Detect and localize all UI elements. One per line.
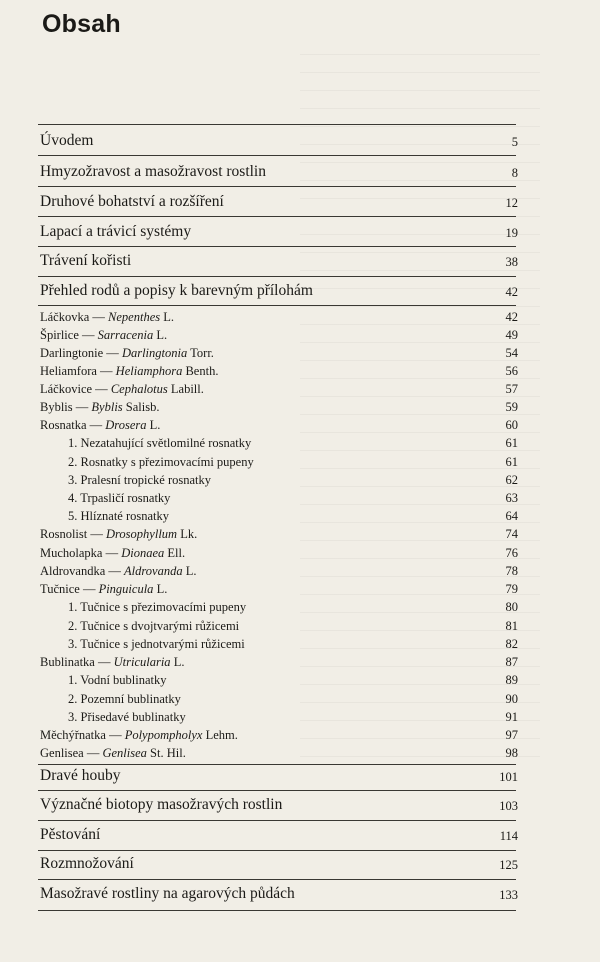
- toc-entry-page: 49: [505, 328, 518, 342]
- toc-entry-page: 91: [505, 710, 518, 724]
- genus-author: L.: [156, 328, 168, 342]
- toc-entry-page: 82: [505, 637, 518, 651]
- genus-author: L.: [149, 418, 161, 432]
- toc-entry-page: 78: [505, 564, 518, 578]
- genus-common-name: Mucholapka —: [40, 546, 119, 560]
- page-title: Obsah: [42, 10, 121, 38]
- genus-latin-name: Darlingtonia: [121, 346, 188, 360]
- toc-entry-page: 101: [499, 770, 518, 784]
- toc-entry-page: 42: [505, 310, 518, 324]
- genus-latin-name: Dionaea: [121, 546, 165, 560]
- genus-common-name: Darlingtonie —: [40, 346, 119, 360]
- genus-latin-name: Drosophyllum: [106, 527, 178, 541]
- genus-latin-name: Cephalotus: [110, 382, 168, 396]
- toc-entry-label: Význačné biotopy masožravých rostlin: [40, 796, 283, 813]
- toc-entry-page: 54: [505, 346, 518, 360]
- genus-author: Lk.: [180, 527, 198, 541]
- genus-author: Salisb.: [125, 400, 160, 414]
- toc-entry-page: 89: [505, 673, 518, 687]
- toc-entry-page: 97: [505, 728, 518, 742]
- genus-common-name: Heliamfora —: [40, 364, 113, 378]
- toc-entry-page: 74: [505, 527, 518, 541]
- toc-entry-page: 103: [499, 799, 518, 813]
- toc-entry-label: Přehled rodů a popisy k barevným přílohám: [40, 282, 313, 299]
- genus-latin-name: Polypompholyx: [124, 728, 203, 742]
- genus-author: Benth.: [185, 364, 219, 378]
- toc-entry-page: 76: [505, 546, 518, 560]
- divider: [38, 790, 516, 791]
- genus-latin-name: Heliamphora: [115, 364, 183, 378]
- toc-entry-page: 56: [505, 364, 518, 378]
- toc-entry-page: 114: [499, 829, 518, 843]
- genus-common-name: Láčkovice —: [40, 382, 108, 396]
- genus-latin-name: Nepenthes: [108, 310, 161, 324]
- genus-author: L.: [156, 582, 168, 596]
- genus-common-name: Špirlice —: [40, 328, 95, 342]
- subgroup-label: 1. Vodní bublinatky: [68, 673, 167, 687]
- genus-common-name: Tučnice —: [40, 582, 96, 596]
- toc-entry-page: 87: [505, 655, 518, 669]
- toc-entry-page: 42: [505, 285, 518, 299]
- genus-author: Lehm.: [205, 728, 238, 742]
- genus-common-name: Bublinatka —: [40, 655, 111, 669]
- divider: [38, 879, 516, 880]
- divider: [38, 216, 516, 217]
- bleed-through: [300, 40, 540, 760]
- toc-entry-page: 80: [505, 600, 518, 614]
- genus-latin-name: Aldrovanda: [124, 564, 183, 578]
- genus-latin-name: Pinguicula: [98, 582, 154, 596]
- toc-entry-page: 81: [505, 619, 518, 633]
- toc-entry-page: 79: [505, 582, 518, 596]
- subgroup-label: 3. Tučnice s jednotvarými růžicemi: [68, 637, 245, 651]
- toc-entry-page: 90: [505, 692, 518, 706]
- toc-entry-page: 133: [499, 888, 518, 902]
- divider: [38, 186, 516, 187]
- toc-entry-page: 12: [505, 196, 518, 210]
- genus-author: Ell.: [167, 546, 186, 560]
- genus-latin-name: Byblis: [91, 400, 123, 414]
- divider: [38, 820, 516, 821]
- toc-entry-page: 38: [505, 255, 518, 269]
- subgroup-label: 1. Tučnice s přezimovacími pupeny: [68, 600, 247, 614]
- divider: [38, 910, 516, 911]
- divider: [38, 124, 516, 125]
- genus-author: L.: [173, 655, 185, 669]
- genus-common-name: Aldrovandka —: [40, 564, 121, 578]
- genus-common-name: Láčkovka —: [40, 310, 105, 324]
- subgroup-label: 2. Pozemní bublinatky: [68, 692, 181, 706]
- toc-entry-label: Lapací a trávicí systémy: [40, 223, 192, 240]
- toc-entry-label: Trávení kořisti: [40, 252, 132, 269]
- toc-entry-page: 63: [505, 491, 518, 505]
- genus-latin-name: Sarracenia: [97, 328, 154, 342]
- toc-entry-label: Hmyzožravost a masožravost rostlin: [40, 163, 266, 180]
- toc-entry-page: 57: [505, 382, 518, 396]
- genus-latin-name: Drosera: [105, 418, 147, 432]
- toc-entry-label: Pěstování: [40, 826, 101, 843]
- genus-common-name: Měchýřnatka —: [40, 728, 122, 742]
- genus-common-name: Byblis —: [40, 400, 89, 414]
- divider: [38, 246, 516, 247]
- genus-author: Torr.: [190, 346, 214, 360]
- divider: [38, 850, 516, 851]
- toc-entry-label: Druhové bohatství a rozšíření: [40, 193, 224, 210]
- subgroup-label: 3. Přisedavé bublinatky: [68, 710, 186, 724]
- subgroup-label: 1. Nezatahující světlomilné rosnatky: [68, 436, 252, 450]
- genus-latin-name: Utricularia: [113, 655, 171, 669]
- toc-entry-page: 125: [499, 858, 518, 872]
- toc-entry-page: 60: [505, 418, 518, 432]
- genus-common-name: Rosnolist —: [40, 527, 103, 541]
- toc-entry-page: 61: [505, 455, 518, 469]
- subgroup-label: 2. Rosnatky s přezimovacími pupeny: [68, 455, 254, 469]
- genus-latin-name: Genlisea: [102, 746, 147, 760]
- genus-author: L.: [185, 564, 197, 578]
- genus-author: L.: [163, 310, 174, 324]
- toc-entry-page: 8: [511, 166, 518, 180]
- toc-entry-page: 5: [511, 135, 518, 149]
- toc-entry-label: Dravé houby: [40, 767, 121, 784]
- toc-entry-page: 62: [505, 473, 518, 487]
- genus-author: St. Hil.: [150, 746, 186, 760]
- toc-entry-label: Masožravé rostliny na agarových půdách: [40, 885, 295, 902]
- toc-entry-page: 19: [505, 226, 518, 240]
- toc-entry-label: Úvodem: [40, 132, 94, 149]
- subgroup-label: 2. Tučnice s dvojtvarými růžicemi: [68, 619, 240, 633]
- subgroup-label: 3. Pralesní tropické rosnatky: [68, 473, 212, 487]
- genus-common-name: Rosnatka —: [40, 418, 103, 432]
- divider: [38, 276, 516, 277]
- divider: [38, 155, 516, 156]
- toc-entry-page: 98: [505, 746, 518, 760]
- toc-entry-page: 64: [505, 509, 518, 523]
- divider: [38, 305, 516, 306]
- genus-author: Labill.: [170, 382, 204, 396]
- genus-common-name: Genlisea —: [40, 746, 100, 760]
- subgroup-label: 4. Trpasličí rosnatky: [68, 491, 171, 505]
- toc-entry-page: 59: [505, 400, 518, 414]
- divider: [38, 764, 516, 765]
- toc-entry-label: Rozmnožování: [40, 855, 134, 872]
- toc-entry-page: 61: [505, 436, 518, 450]
- subgroup-label: 5. Hlíznaté rosnatky: [68, 509, 170, 523]
